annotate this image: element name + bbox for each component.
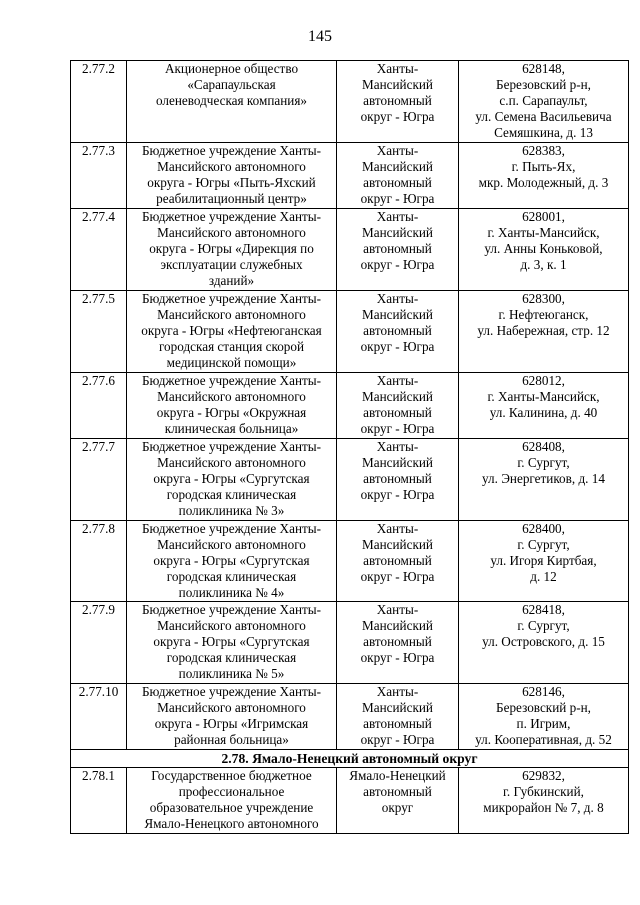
row-number: 2.77.10 — [71, 684, 127, 750]
organization-name: Бюджетное учреждение Ханты- Мансийского автономного округа - Югры «Окружная клиническая больница» — [127, 373, 337, 439]
table-row — [71, 684, 629, 750]
address: 628148, Березовский р-н, с.п. Сарапаульт, ул. Семена Васильевича Семяшкина, д. 13 — [459, 61, 629, 143]
table-row — [71, 143, 629, 209]
organization-name: Бюджетное учреждение Ханты- Мансийского автономного округа - Югры «Пыть-Яхский реабилитационный центр» — [127, 143, 337, 209]
address: 628146, Березовский р-н, п. Игрим, ул. Кооперативная, д. 52 — [459, 684, 629, 750]
organization-name: Бюджетное учреждение Ханты- Мансийского автономного округа - Югры «Сургутская городская клиническая поликлиника № 3» — [127, 439, 337, 521]
address: 628300, г. Нефтеюганск, ул. Набережная, стр. 12 — [459, 291, 629, 373]
table-row — [71, 291, 629, 373]
table-row — [71, 768, 629, 834]
table-row — [71, 439, 629, 521]
row-number: 2.77.2 — [71, 61, 127, 143]
address: 628383, г. Пыть-Ях, мкр. Молодежный, д. 3 — [459, 143, 629, 209]
address: 628012, г. Ханты-Мансийск, ул. Калинина, д. 40 — [459, 373, 629, 439]
table-row — [71, 61, 629, 143]
row-number: 2.77.9 — [71, 602, 127, 684]
row-number: 2.77.6 — [71, 373, 127, 439]
organization-name: Бюджетное учреждение Ханты- Мансийского автономного округа - Югры «Нефтеюганская городская станция скорой медицинской помощи» — [127, 291, 337, 373]
region: Ханты- Мансийский автономный округ - Югра — [337, 602, 459, 684]
region: Ханты- Мансийский автономный округ - Югра — [337, 209, 459, 291]
registry-table — [70, 60, 629, 834]
row-number: 2.78.1 — [71, 768, 127, 834]
address: 629832, г. Губкинский, микрорайон № 7, д. 8 — [459, 768, 629, 834]
address: 628408, г. Сургут, ул. Энергетиков, д. 14 — [459, 439, 629, 521]
row-number: 2.77.5 — [71, 291, 127, 373]
organization-name: Государственное бюджетное профессиональное образовательное учреждение Ямало-Ненецкого автономного — [127, 768, 337, 834]
region: Ханты- Мансийский автономный округ - Югра — [337, 521, 459, 602]
row-number: 2.77.3 — [71, 143, 127, 209]
row-number: 2.77.7 — [71, 439, 127, 521]
row-number: 2.77.8 — [71, 521, 127, 602]
region: Ханты- Мансийский автономный округ - Югра — [337, 61, 459, 143]
region: Ханты- Мансийский автономный округ - Югра — [337, 684, 459, 750]
region: Ханты- Мансийский автономный округ - Югра — [337, 143, 459, 209]
table-row — [71, 521, 629, 602]
section-header-row — [71, 750, 629, 768]
table-row — [71, 373, 629, 439]
page-number: 145 — [308, 28, 332, 45]
organization-name: Бюджетное учреждение Ханты- Мансийского автономного округа - Югры «Сургутская городская клиническая поликлиника № 5» — [127, 602, 337, 684]
organization-name: Бюджетное учреждение Ханты- Мансийского автономного округа - Югры «Игримская районная больница» — [127, 684, 337, 750]
region: Ямало-Ненецкий автономный округ — [337, 768, 459, 834]
organization-name: Бюджетное учреждение Ханты- Мансийского автономного округа - Югры «Сургутская городская клиническая поликлиника № 4» — [127, 521, 337, 602]
address: 628418, г. Сургут, ул. Островского, д. 15 — [459, 602, 629, 684]
region: Ханты- Мансийский автономный округ - Югра — [337, 439, 459, 521]
organization-name: Акционерное общество «Сарапаульская оленеводческая компания» — [127, 61, 337, 143]
address: 628400, г. Сургут, ул. Игоря Киртбая, д. 12 — [459, 521, 629, 602]
section-title: 2.78. Ямало-Ненецкий автономный округ — [71, 750, 629, 768]
organization-name: Бюджетное учреждение Ханты- Мансийского автономного округа - Югры «Дирекция по эксплуатации служебных зданий» — [127, 209, 337, 291]
region: Ханты- Мансийский автономный округ - Югра — [337, 373, 459, 439]
address: 628001, г. Ханты-Мансийск, ул. Анны Коньковой, д. 3, к. 1 — [459, 209, 629, 291]
table-row — [71, 602, 629, 684]
region: Ханты- Мансийский автономный округ - Югра — [337, 291, 459, 373]
row-number: 2.77.4 — [71, 209, 127, 291]
table-row — [71, 209, 629, 291]
